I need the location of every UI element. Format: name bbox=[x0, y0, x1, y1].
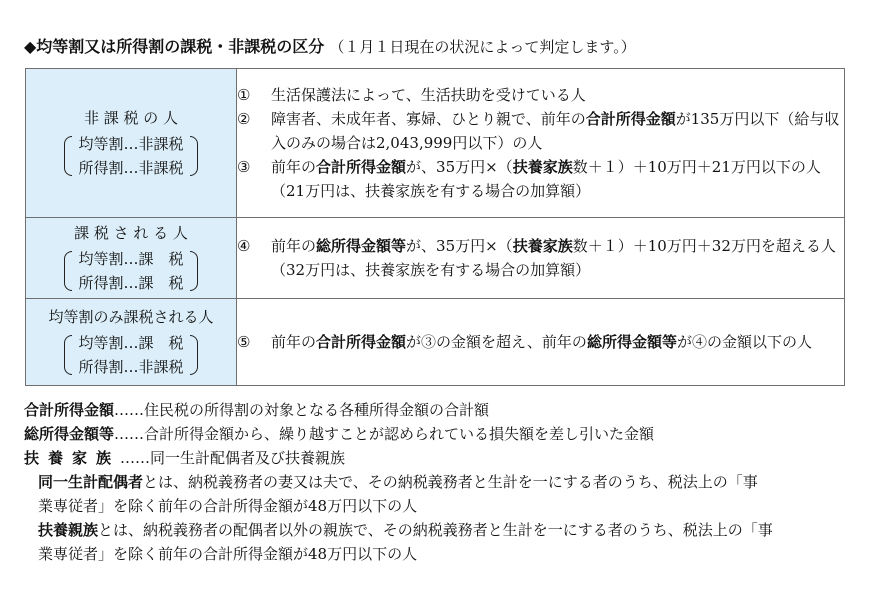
definition-text: ……合計所得金額から、繰り越すことが認められている損失額を差し引いた金額 bbox=[114, 425, 655, 443]
condition-text-part: が、35万円×（ bbox=[406, 237, 513, 255]
condition-text-part: 前年の bbox=[271, 158, 317, 176]
definition-text: とは、納税義務者の配偶者以外の親族で、その納税義務者と生計を一にする者のうち、税法上の「事 bbox=[98, 521, 773, 539]
category-detail-line: 均等割…非課税 bbox=[78, 135, 184, 153]
category-name: 非 課 税 の 人 bbox=[83, 109, 179, 127]
condition-number: ③ bbox=[237, 158, 251, 176]
category-detail-line: 所得割…課 税 bbox=[78, 274, 184, 292]
definition-text: ……同一生計配偶者及び扶養親族 bbox=[120, 449, 346, 467]
category-name: 均等割のみ課税される人 bbox=[48, 308, 214, 326]
category-detail-line: 均等割…課 税 bbox=[78, 334, 184, 352]
condition-number: ④ bbox=[237, 237, 251, 255]
condition-text-part: 数＋１）＋10万円＋21万円以下の人 bbox=[572, 158, 821, 176]
condition-number: ① bbox=[237, 86, 251, 104]
category-detail-brace bbox=[64, 247, 197, 295]
condition-item bbox=[237, 330, 844, 354]
condition-number: ⑤ bbox=[237, 333, 251, 351]
condition-item bbox=[237, 155, 844, 203]
condition-number: ② bbox=[237, 110, 251, 128]
condition-text bbox=[271, 234, 844, 282]
definition-text: ……住民税の所得割の対象となる各種所得金額の合計額 bbox=[114, 401, 490, 419]
conditions-taxable bbox=[237, 218, 845, 299]
definition-term: 同一生計配偶者 bbox=[38, 473, 144, 491]
table-row-taxable bbox=[26, 218, 845, 299]
category-name: 課 税 さ れ る 人 bbox=[74, 224, 188, 242]
heading-title: ◆均等割又は所得割の課税・非課税の区分 bbox=[24, 37, 325, 56]
definition-gross-income bbox=[24, 422, 854, 446]
keyword-dependents: 扶養家族 bbox=[512, 158, 573, 176]
condition-text-part: 前年の bbox=[271, 237, 317, 255]
condition-note: （32万円は、扶養家族を有する場合の加算額） bbox=[271, 261, 591, 279]
keyword-total-income: 合計所得金額 bbox=[316, 333, 407, 351]
definition-text-continued: 業専従者」を除く前年の合計所得金額が48万円以下の人 bbox=[38, 545, 418, 563]
condition-text-part: 数＋１）＋10万円＋32万円を超える人 bbox=[572, 237, 836, 255]
definition-term: 合計所得金額 bbox=[24, 401, 115, 419]
section-heading bbox=[24, 36, 636, 58]
category-detail-line: 所得割…非課税 bbox=[78, 159, 184, 177]
condition-item bbox=[237, 234, 844, 282]
definition-text-continued: 業専従者」を除く前年の合計所得金額が48万円以下の人 bbox=[38, 497, 418, 515]
definition-text: とは、納税義務者の妻又は夫で、その納税義務者と生計を一にする者のうち、税法上の「事 bbox=[143, 473, 758, 491]
conditions-per-capita-only bbox=[237, 299, 845, 386]
keyword-dependents: 扶養家族 bbox=[512, 237, 573, 255]
category-taxable bbox=[26, 218, 237, 299]
condition-text-part: が、35万円×（ bbox=[406, 158, 513, 176]
category-detail-line: 所得割…非課税 bbox=[78, 358, 184, 376]
condition-text-part: 前年の bbox=[271, 333, 317, 351]
category-per-capita-only bbox=[26, 299, 237, 386]
condition-text bbox=[271, 330, 844, 354]
definition-term: 扶養親族 bbox=[38, 521, 99, 539]
heading-note: （１月１日現在の状況によって判定します。） bbox=[329, 38, 636, 56]
conditions-non-taxable bbox=[237, 69, 845, 218]
condition-item bbox=[237, 83, 844, 107]
definition-term: 扶養家族 bbox=[24, 449, 121, 467]
condition-text-part: が135万円以下（給与収入のみの場合は2,043,999円以下）の人 bbox=[271, 110, 840, 152]
tax-classification-table bbox=[25, 68, 845, 386]
definitions-list bbox=[24, 398, 854, 566]
definition-dependent-relatives bbox=[24, 518, 854, 566]
definition-total-income bbox=[24, 398, 854, 422]
category-detail-brace bbox=[64, 331, 197, 379]
category-non-taxable bbox=[26, 69, 237, 218]
condition-text bbox=[271, 107, 844, 155]
definition-same-household-spouse bbox=[24, 470, 854, 518]
condition-item bbox=[237, 107, 844, 155]
condition-text: 生活保護法によって、生活扶助を受けている人 bbox=[271, 86, 586, 104]
category-detail-brace bbox=[64, 132, 197, 180]
condition-text-part: が③の金額を超え、前年の bbox=[406, 333, 587, 351]
keyword-total-income: 合計所得金額 bbox=[316, 158, 407, 176]
condition-text-part: 障害者、未成年者、寡婦、ひとり親で、前年の bbox=[271, 110, 586, 128]
definition-dependents bbox=[24, 446, 854, 470]
condition-note: （21万円は、扶養家族を有する場合の加算額） bbox=[271, 182, 591, 200]
keyword-total-income: 合計所得金額 bbox=[585, 110, 676, 128]
keyword-gross-income: 総所得金額等 bbox=[586, 333, 677, 351]
condition-text-part: が④の金額以下の人 bbox=[676, 333, 812, 351]
condition-text bbox=[271, 155, 844, 203]
keyword-gross-income: 総所得金額等 bbox=[316, 237, 407, 255]
category-detail-line: 均等割…課 税 bbox=[78, 250, 184, 268]
definition-term: 総所得金額等 bbox=[24, 425, 115, 443]
table-row-per-capita-only bbox=[26, 299, 845, 386]
table-row-non-taxable bbox=[26, 69, 845, 218]
